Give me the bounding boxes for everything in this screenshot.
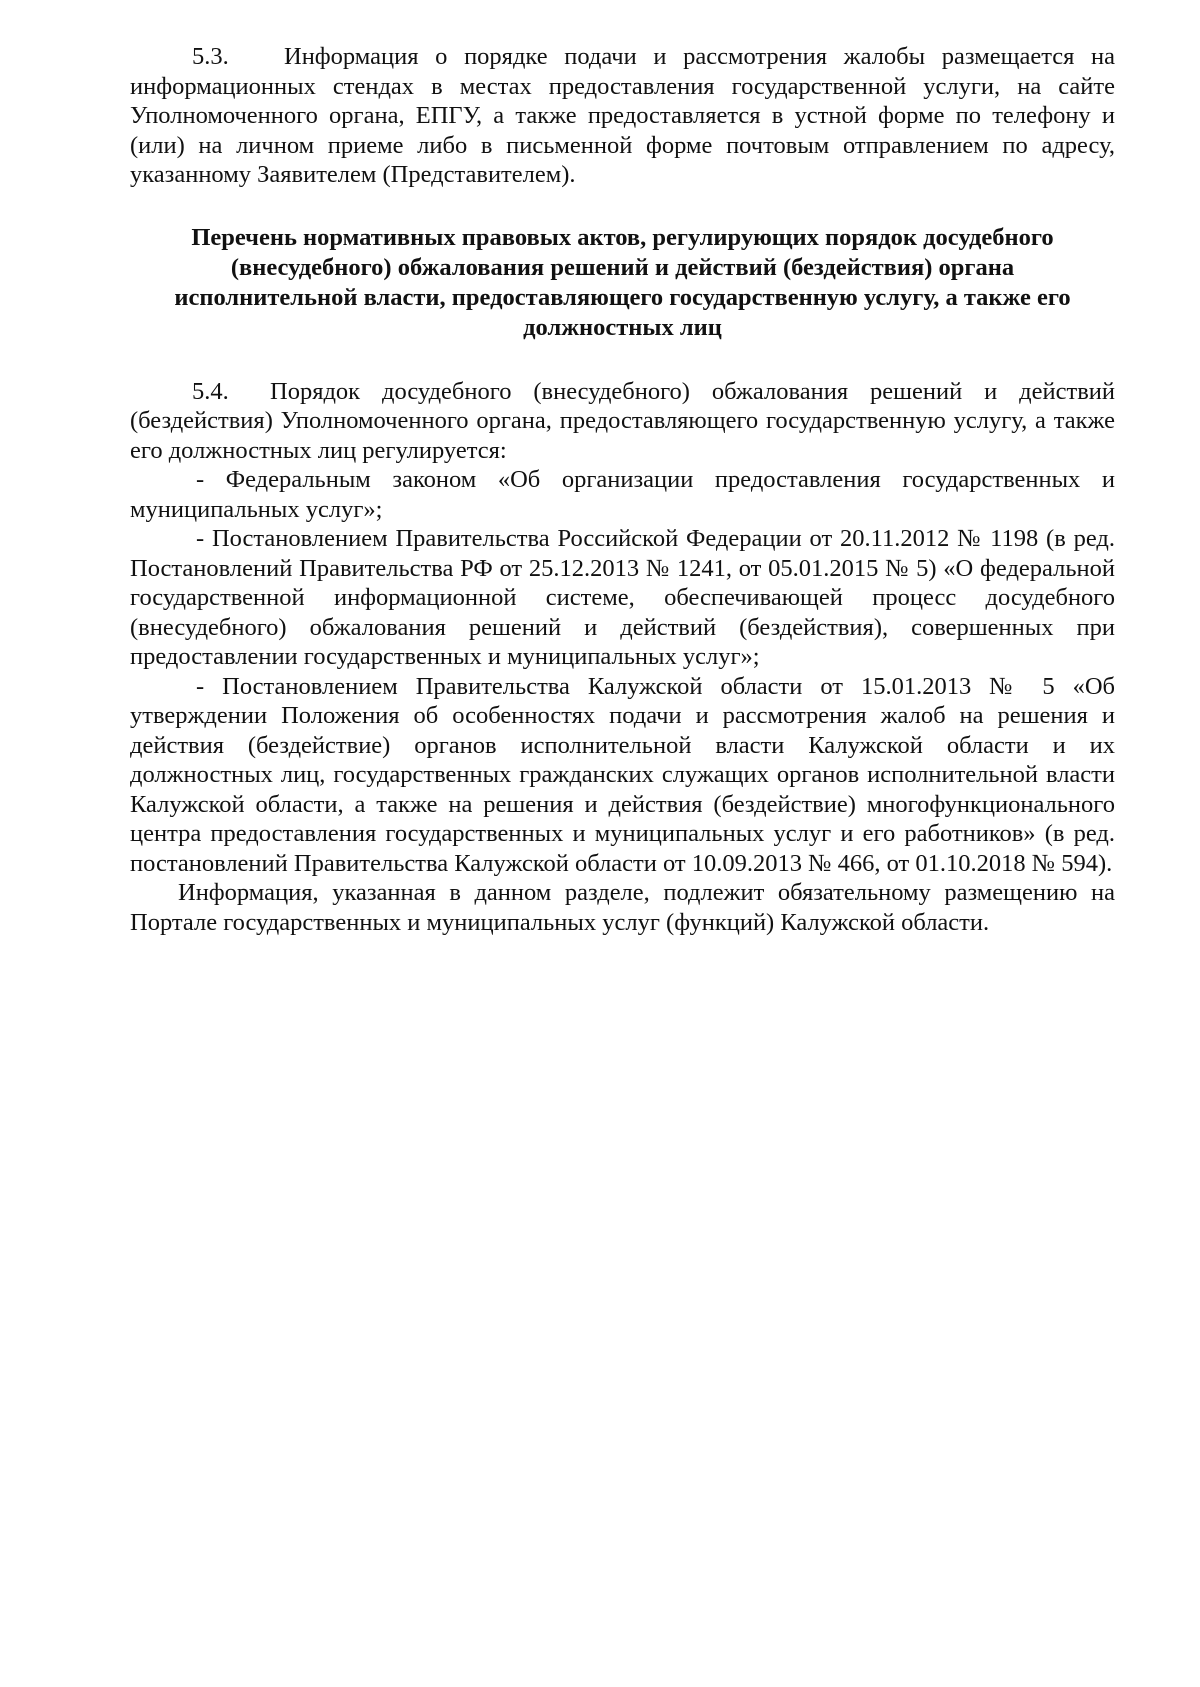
paragraph-number: 5.3. [192, 43, 229, 70]
final-paragraph: Информация, указанная в данном разделе, подлежит обязательному размещению на Портале государственных и муниципальных услуг (функций) Калужской области. [130, 879, 1115, 936]
document-page [130, 42, 1115, 937]
section-heading: Перечень нормативных правовых актов, регулирующих порядок досудебного (внесудебного) обжалования решений и действий (бездействия) органа исполнительной власти, предоставляющего государственную услугу, а также его должностных лиц [174, 223, 1071, 341]
paragraph-text: Порядок досудебного (внесудебного) обжалования решений и действий (бездействия) Уполномоченного органа, предоставляющего государственную услугу, а также его должностных лиц регулируется: [130, 377, 1115, 464]
list-item-rf-resolution: - Постановлением Правительства Российской Федерации от 20.11.2012 № 1198 (в ред. Постановлений Правительства РФ от 25.12.2013 № 1241, от 05.01.2015 № 5) «О федеральной государственной информационной системе, обеспечивающей процесс досудебного (внесудебного) обжалования решений и действий (бездействия), совершенных при предоставлении государственных и муниципальных услуг»; [130, 525, 1115, 670]
paragraph-5-4 [130, 377, 1115, 466]
paragraph-number: 5.4. [192, 377, 229, 405]
paragraph-5-3 [130, 42, 1115, 190]
list-item-federal-law: - Федеральным законом «Об организации предоставления государственных и муниципальных услуг»; [130, 466, 1115, 523]
list-item-kaluga-resolution: - Постановлением Правительства Калужской области от 15.01.2013 № 5 «Об утверждении Положения об особенностях подачи и рассмотрения жалоб на решения и действия (бездействие) органов исполнительной власти Калужской области и их должностных лиц, государственных гражданских служащих органов исполнительной власти Калужской области, а также на решения и действия (бездействие) многофункционального центра предоставления государственных и муниципальных услуг и его работников» (в ред. постановлений Правительства Калужской области от 10.09.2013 № 466, от 01.10.2018 № 594). [130, 672, 1115, 877]
paragraph-text: Информация о порядке подачи и рассмотрения жалобы размещается на информационных стендах в местах предоставления государственной услуги, на сайте Уполномоченного органа, ЕПГУ, а также предоставляется в устной форме по телефону и (или) на личном приеме либо в письменной форме почтовым отправлением по адресу, указанному Заявителем (Представителем). [130, 43, 1115, 188]
